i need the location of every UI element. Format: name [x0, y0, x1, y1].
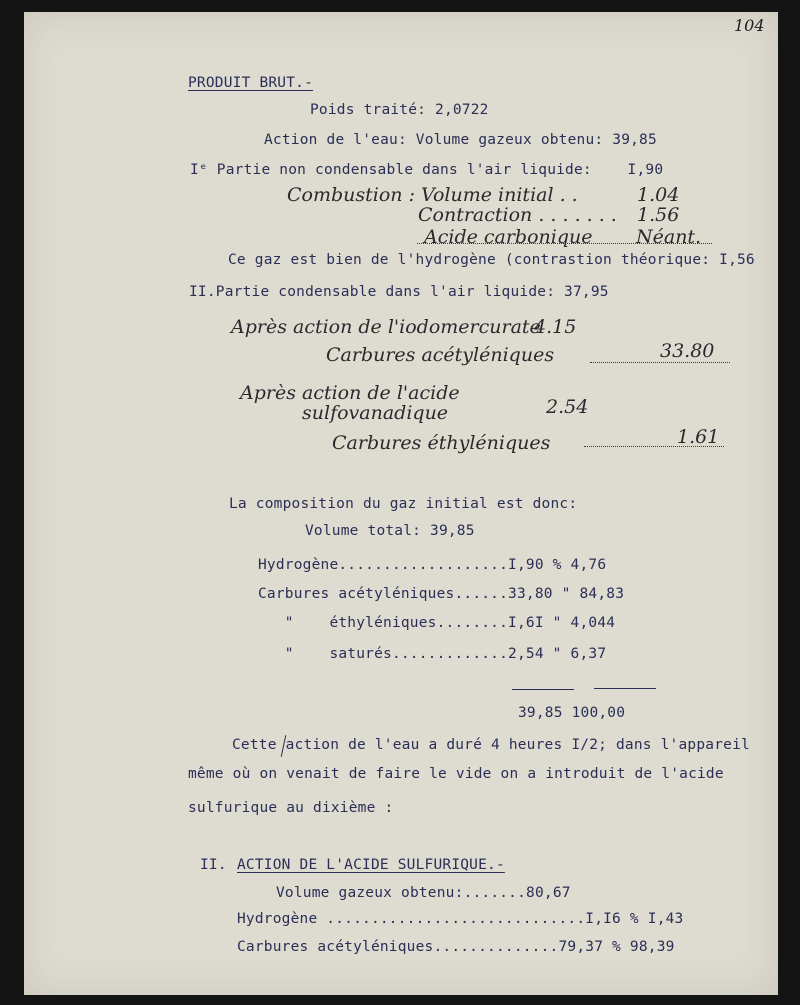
composition-intro: La composition du gaz initial est donc:	[229, 496, 578, 512]
contraction-value: 1.56	[637, 204, 680, 226]
handwritten-rule-1	[590, 362, 730, 363]
partie-condensable: II.Partie condensable dans l'air liquide: 37,95	[189, 284, 609, 300]
section-2-number: II.	[200, 857, 227, 873]
page-number: 104	[734, 16, 765, 35]
ethyleniques-label: Carbures éthyléniques	[332, 432, 551, 454]
contraction-label: Contraction . . . . . . .	[418, 204, 617, 226]
sulfovanadique-label-1: Après action de l'acide	[240, 382, 460, 404]
acide-carbonique-value: Néant.	[636, 226, 702, 248]
total-rule-2	[594, 688, 656, 689]
paragraph-line-2: même où on venait de faire le vide on a introduit de l'acide	[188, 766, 724, 782]
acide-carbonique-label: Acide carbonique	[424, 226, 593, 248]
composition-row-hydrogene: Hydrogène...................I,90 % 4,76	[258, 557, 607, 573]
combustion-volume-value: 1.04	[637, 184, 680, 206]
section-2-volume: Volume gazeux obtenu:.......80,67	[276, 885, 571, 901]
section-2-hydrogene: Hydrogène .............................I,I6 % I,43	[237, 911, 684, 927]
paragraph-line-1: Cette action de l'eau a duré 4 heures I/2; dans l'appareil	[232, 737, 750, 753]
volume-total: Volume total: 39,85	[305, 523, 475, 539]
section-2-title: ACTION DE L'ACIDE SULFURIQUE.-	[237, 857, 505, 873]
composition-row-acetyleniques: Carbures acétyléniques......33,80 " 84,83	[258, 586, 625, 602]
iodomercurate-label: Après action de l'iodomercurate	[231, 316, 541, 338]
action-eau-line: Action de l'eau: Volume gazeux obtenu: 39,85	[264, 132, 657, 148]
composition-row-satures: " saturés.............2,54 " 6,37	[258, 646, 607, 662]
poids-traite: Poids traité: 2,0722	[310, 102, 489, 118]
handwritten-rule-2	[584, 446, 724, 447]
paragraph-line-3: sulfurique au dixième :	[188, 800, 394, 816]
sulfovanadique-value: 2.54	[546, 396, 589, 418]
composition-totals: 39,85 100,00	[518, 705, 626, 721]
hydrogene-note: Ce gaz est bien de l'hydrogène (contrastion théorique: I,56	[228, 252, 755, 268]
ethyleniques-value: 1.61	[677, 426, 720, 448]
sulfovanadique-label-2: sulfovanadique	[302, 402, 449, 424]
acetyleniques-value: 33.80	[660, 340, 715, 362]
acetyleniques-label: Carbures acétyléniques	[326, 344, 555, 366]
partie-non-condensable: Iᵉ Partie non condensable dans l'air liquide: I,90	[190, 162, 664, 178]
total-rule-1	[512, 689, 574, 690]
combustion-volume-label: Combustion : Volume initial . .	[287, 184, 578, 206]
handwritten-underline	[417, 243, 712, 244]
section-2-acetyleniques: Carbures acétyléniques..............79,37 % 98,39	[237, 939, 675, 955]
heading-produit-brut: PRODUIT BRUT.-	[188, 75, 314, 91]
iodomercurate-value: 4.15	[534, 316, 577, 338]
composition-row-ethyleniques: " éthyléniques........I,6I " 4,044	[258, 615, 616, 631]
